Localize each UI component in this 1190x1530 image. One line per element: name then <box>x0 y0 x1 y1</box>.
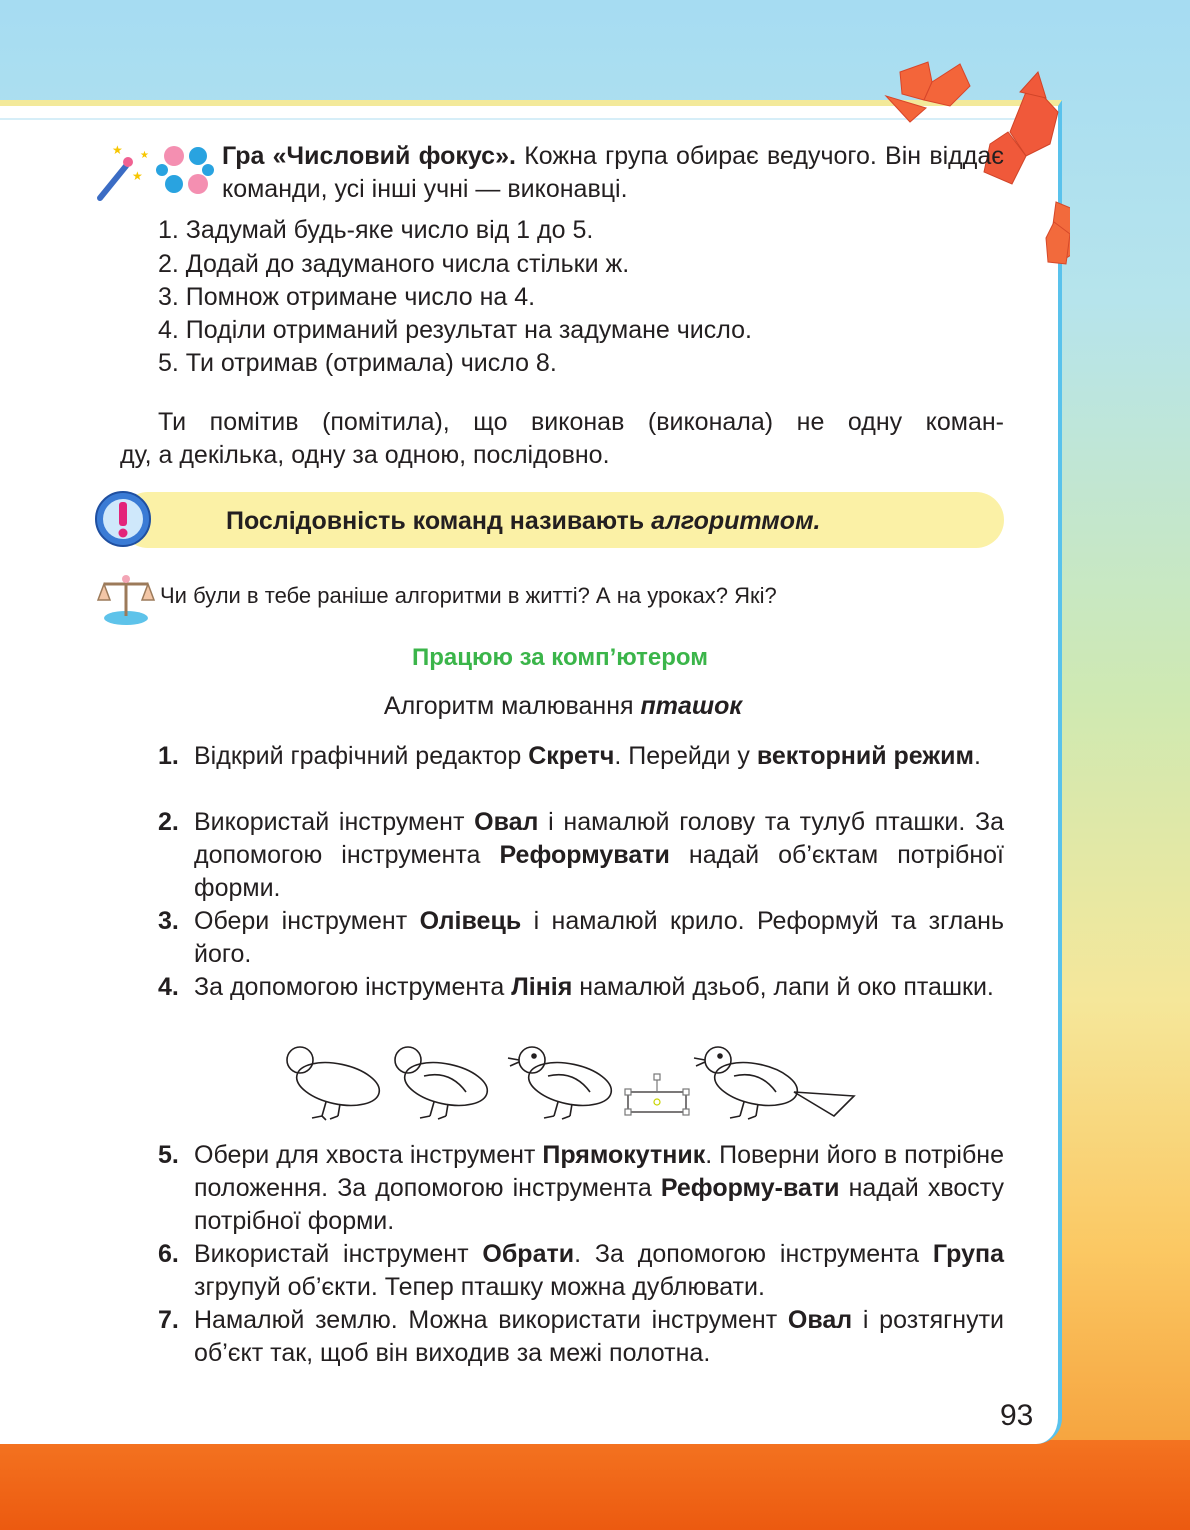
command-item-1: 1. Задумай будь-яке число від 1 до 5. <box>158 216 594 244</box>
algorithm-title: Алгоритм малювання пташок <box>383 692 743 720</box>
step-2: 2. Використай інструмент Овал і намалюй голову та тулуб пташки. За допомогою інструмента Реформувати надай об’єктам потрібної форми. <box>158 808 1005 902</box>
command-item-3: 3. Помнож отримане число на 4. <box>158 283 536 311</box>
game-icon <box>96 140 216 202</box>
definition-term: алгоритмом. <box>651 507 821 535</box>
step-7: 7. Намалюй землю. Можна використати інструмент Овал і розтягнути об’єкт так, щоб він виходив за межі полотна. <box>158 1306 1004 1367</box>
tail-rectangle-selection <box>625 1074 689 1115</box>
observation-paragraph: Ти помітив (помітила), що виконав (виконала) не одну коман- ду, а декілька, одну за одною, послідовно. <box>120 408 1004 469</box>
step-4: 4. За допомогою інструмента Лінія намалюй дзьоб, лапи й око пташки. <box>158 973 994 1001</box>
butterfly-icon <box>1046 202 1070 264</box>
bird-step-2 <box>395 1047 491 1119</box>
step-1: 1. Відкрий графічний редактор Скретч. Перейди у векторний режим. <box>158 742 981 770</box>
step-6: 6. Використай інструмент Обрати. За допомогою інструмента Група згрупуй об’єкти. Тепер пташку можна дублювати. <box>158 1240 1004 1301</box>
svg-text:★: ★ <box>132 169 143 183</box>
bird-step-5 <box>694 1047 854 1119</box>
command-item-5: 5. Ти отримав (отримала) число 8. <box>158 349 557 377</box>
bird-step-3 <box>508 1047 615 1119</box>
game-title: Гра «Числовий фокус». <box>222 142 516 170</box>
scales-icon <box>96 570 158 626</box>
birds-drawing-steps <box>282 1040 862 1126</box>
command-item-4: 4. Поділи отриманий результат на задумане число. <box>158 316 752 344</box>
svg-text:★: ★ <box>140 150 149 161</box>
section-title: Працюю за комп’ютером <box>411 644 708 671</box>
butterfly-icon <box>886 62 970 122</box>
step-5: 5. Обери для хвоста інструмент Прямокутник. Поверни його в потрібне положення. За допомогою інструмента Реформу-вати надай хвосту потрібної форми. <box>158 1141 1004 1235</box>
page-number: 93 <box>1000 1399 1034 1432</box>
command-item-2: 2. Додай до задуманого числа стільки ж. <box>158 250 630 278</box>
game-intro-line2: команди, усі інші учні — виконавці. <box>222 175 628 203</box>
bird-step-1 <box>287 1047 383 1120</box>
question-text: Чи були в тебе раніше алгоритми в житті? А на уроках? Які? <box>160 583 777 608</box>
bottom-band <box>0 1440 1190 1530</box>
exclamation-icon <box>94 488 152 550</box>
definition-text: Послідовність команд називають алгоритмом. <box>226 507 821 535</box>
step-3: 3. Обери інструмент Олівець і намалюй крило. Реформуй та зглань його. <box>158 907 1004 968</box>
game-intro: Гра «Числовий фокус». Кожна група обирає ведучого. Він віддає команди, усі інші учні — виконавці. <box>222 140 1004 206</box>
svg-text:★: ★ <box>112 143 123 157</box>
